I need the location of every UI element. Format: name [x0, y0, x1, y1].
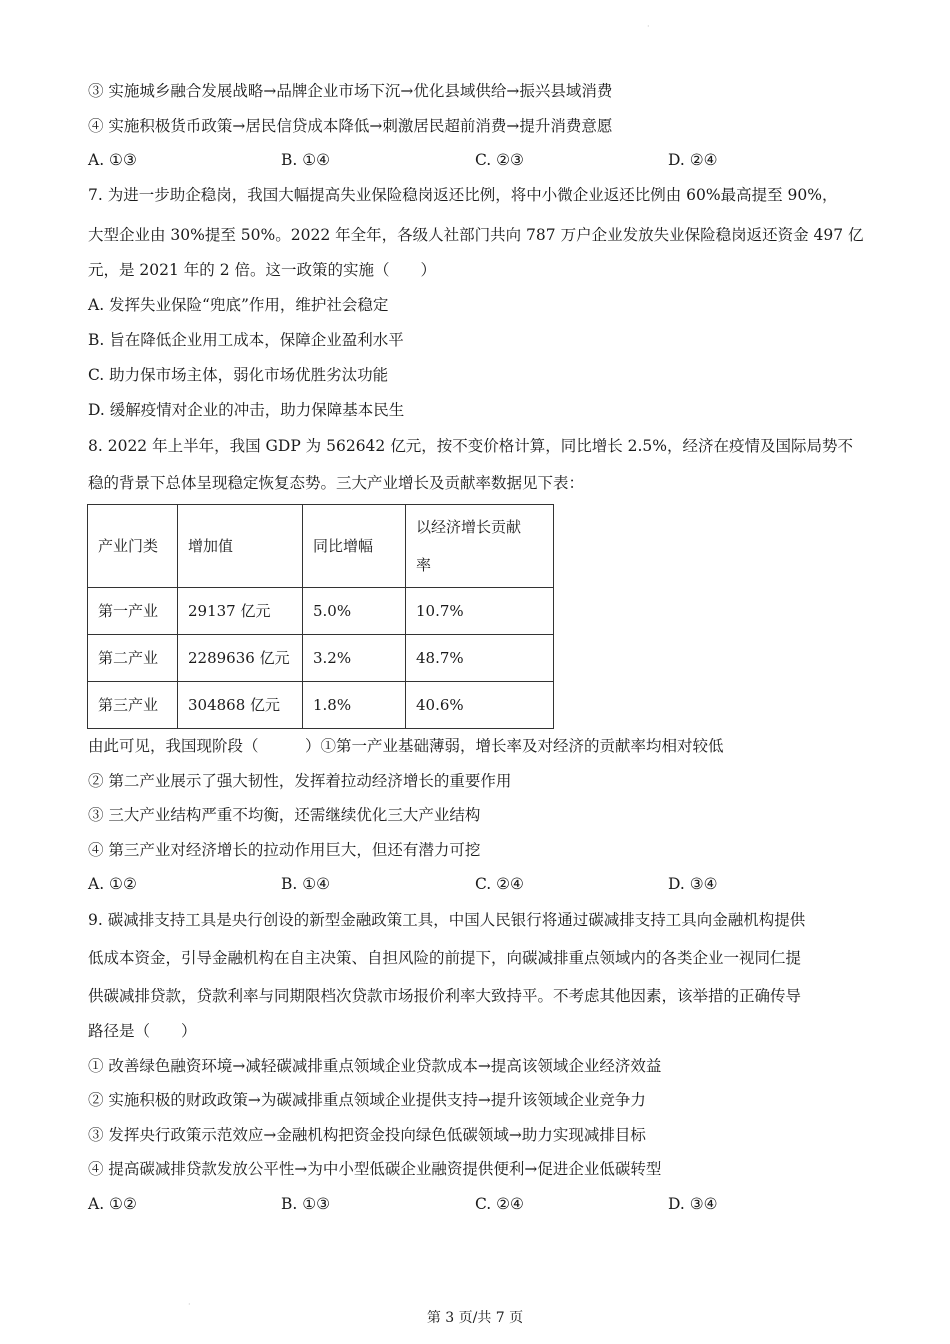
q9-option-c: C. ②④	[475, 1195, 524, 1213]
q9-item-4: ④ 提高碳减排贷款发放公平性→为中小型低碳企业融资提供便利→促进企业低碳转型	[88, 1160, 662, 1178]
q9-item-1: ① 改善绿色融资环境→减轻碳减排重点领域企业贷款成本→提高该领域企业经济效益	[88, 1057, 662, 1075]
q7-option-d: D. 缓解疫情对企业的冲击，助力保障基本民生	[88, 401, 405, 419]
scan-dot: ·	[647, 22, 650, 31]
q8-item-4: ④ 第三产业对经济增长的拉动作用巨大，但还有潜力可挖	[88, 841, 481, 859]
q8-stem-line-2: 稳的背景下总体呈现稳定恢复态势。三大产业增长及贡献率数据见下表：	[88, 474, 585, 492]
q6-option-d: D. ②④	[668, 151, 718, 169]
q8-option-b: B. ①④	[281, 875, 331, 893]
q9-stem-line-4: 路径是（ ）	[88, 1022, 197, 1040]
table-header-cell: 同比增幅	[303, 505, 406, 588]
table-cell: 第二产业	[88, 635, 178, 682]
q6-option-b: B. ①④	[281, 151, 331, 169]
table-header-cell: 产业门类	[88, 505, 178, 588]
q9-stem-line-1: 9. 碳减排支持工具是央行创设的新型金融政策工具，中国人民银行将通过碳减排支持工具向金融机构提供	[88, 911, 806, 929]
table-cell: 10.7%	[406, 588, 554, 635]
q8-option-c: C. ②④	[475, 875, 524, 893]
q8-option-d: D. ③④	[668, 875, 718, 893]
table-cell: 第一产业	[88, 588, 178, 635]
page-number-footer: 第 3 页/共 7 页	[426, 1310, 524, 1326]
q9-option-d: D. ③④	[668, 1195, 718, 1213]
table-header-cell: 增加值	[178, 505, 303, 588]
table-header-row	[88, 505, 554, 588]
q9-stem-line-3: 供碳减排贷款，贷款利率与同期限档次贷款市场报价利率大致持平。不考虑其他因素，该举措的正确传导	[88, 987, 802, 1005]
table-row	[88, 635, 554, 682]
q9-item-2: ② 实施积极的财政政策→为碳减排重点领域企业提供支持→提升该领域企业竞争力	[88, 1091, 646, 1109]
scan-dot: ·	[188, 1300, 191, 1309]
q8-option-a: A. ①②	[88, 875, 137, 893]
q7-option-b: B. 旨在降低企业用工成本，保障企业盈利水平	[88, 331, 404, 349]
table-cell: 304868 亿元	[178, 682, 303, 729]
q9-option-b: B. ①③	[281, 1195, 331, 1213]
q8-item-3: ③ 三大产业结构严重不均衡，还需继续优化三大产业结构	[88, 806, 481, 824]
q7-stem-line-1: 7. 为进一步助企稳岗，我国大幅提高失业保险稳岗返还比例，将中小微企业返还比例由 60%最高提至 90%，	[88, 186, 838, 204]
header-contribution-line-2: 率	[416, 556, 432, 574]
q7-option-c: C. 助力保市场主体，弱化市场优胜劣汰功能	[88, 366, 389, 384]
q6-option-c: C. ②③	[475, 151, 524, 169]
industry-growth-table	[87, 504, 554, 729]
table-cell: 40.6%	[406, 682, 554, 729]
q9-stem-line-2: 低成本资金，引导金融机构在自主决策、自担风险的前提下，向碳减排重点领域内的各类企业一视同仁提	[88, 949, 802, 967]
q7-stem-line-2: 大型企业由 30%提至 50%。2022 年全年，各级人社部门共向 787 万户企业发放失业保险稳岗返还资金 497 亿	[88, 226, 864, 244]
q6-option-a: A. ①③	[88, 151, 137, 169]
q8-item-2: ② 第二产业展示了强大韧性，发挥着拉动经济增长的重要作用	[88, 772, 512, 790]
table-cell: 2289636 亿元	[178, 635, 303, 682]
table-header-cell	[406, 505, 554, 588]
q9-item-3: ③ 发挥央行政策示范效应→金融机构把资金投向绿色低碳领域→助力实现减排目标	[88, 1126, 646, 1144]
q8-after-line-1: 由此可见，我国现阶段（ ）①第一产业基础薄弱，增长率及对经济的贡献率均相对较低	[88, 737, 724, 755]
q7-option-a: A. 发挥失业保险“兜底”作用，维护社会稳定	[88, 296, 389, 314]
table-cell: 3.2%	[303, 635, 406, 682]
table-cell: 5.0%	[303, 588, 406, 635]
header-contribution-line-1: 以经济增长贡献	[416, 518, 522, 536]
q9-option-a: A. ①②	[88, 1195, 137, 1213]
q8-stem-line-1: 8. 2022 年上半年，我国 GDP 为 562642 亿元，按不变价格计算，同比增长 2.5%，经济在疫情及国际局势不	[88, 437, 854, 455]
q6-item-4: ④ 实施积极货币政策→居民信贷成本降低→刺激居民超前消费→提升消费意愿	[88, 117, 613, 135]
table-cell: 第三产业	[88, 682, 178, 729]
q6-item-3: ③ 实施城乡融合发展战略→品牌企业市场下沉→优化县域供给→振兴县域消费	[88, 82, 613, 100]
table-cell: 29137 亿元	[178, 588, 303, 635]
table-row	[88, 588, 554, 635]
table-row	[88, 682, 554, 729]
table-cell: 1.8%	[303, 682, 406, 729]
table-cell: 48.7%	[406, 635, 554, 682]
q7-stem-line-3: 元，是 2021 年的 2 倍。这一政策的实施（ ）	[88, 261, 437, 279]
